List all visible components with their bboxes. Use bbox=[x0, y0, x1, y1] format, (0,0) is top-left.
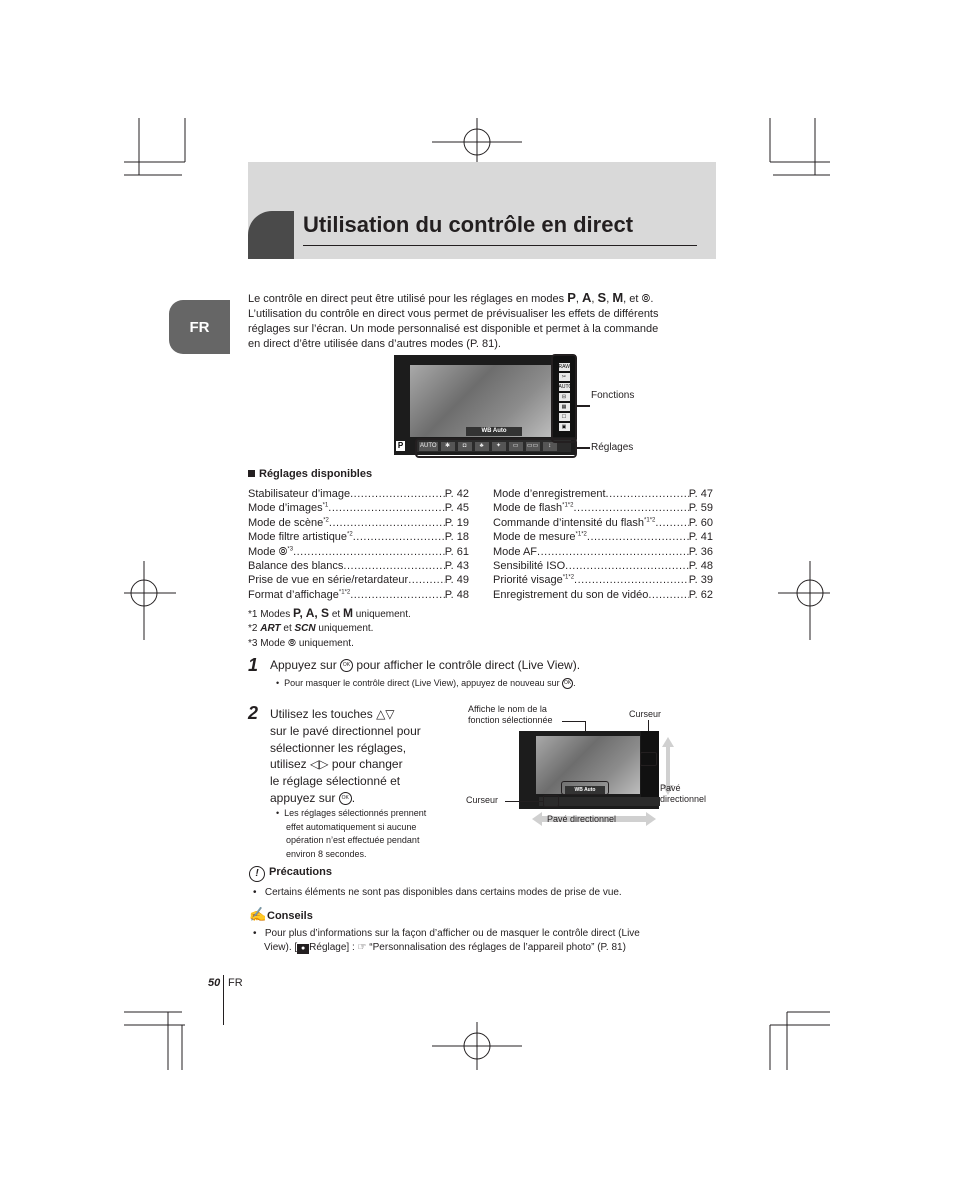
settings-row-label bbox=[493, 530, 587, 544]
settings-row-page: P. 45 bbox=[444, 502, 469, 515]
fn2-scn: SCN bbox=[294, 623, 316, 634]
ok-button-icon: OK bbox=[339, 792, 352, 805]
settings-row-page: P. 60 bbox=[688, 516, 713, 529]
precautions-heading bbox=[249, 866, 332, 882]
settings-row-page: P. 42 bbox=[444, 488, 469, 500]
leader-dots bbox=[328, 501, 444, 515]
fn2-prefix: *2 bbox=[248, 623, 258, 634]
step2-b4: environ 8 secondes. bbox=[286, 848, 367, 859]
leader-dots bbox=[537, 545, 689, 559]
mode-a: A bbox=[582, 290, 592, 305]
up-down-arrows-icon: △▽ bbox=[376, 707, 395, 721]
setting-flash: ✱ bbox=[441, 442, 455, 451]
settings-row-page: P. 48 bbox=[688, 560, 713, 573]
leader-dots bbox=[573, 501, 688, 515]
settings-row bbox=[493, 545, 713, 559]
settings-row-label bbox=[248, 588, 350, 602]
step-2-number: 2 bbox=[248, 703, 259, 723]
intro-paragraph: Le contrôle en direct peut être utilisé pour les réglages en modes P, A, S, M, et ⦾. L’utilisation du contrôle en direct vous permet de prévisualiser les effets de différents réglages sur l’écran. Un mode personnalisé est disponible et permet à la commande en direct d’être utilisée dans d’autres modes (P. 81). bbox=[248, 290, 718, 352]
fig2-pad-bottom-label: Pavé directionnel bbox=[547, 814, 617, 824]
language-tab: FR bbox=[169, 300, 230, 354]
settings-label: Réglages bbox=[591, 442, 634, 453]
settings-row-label-text: Mode d’images bbox=[248, 502, 323, 515]
fn3-suffix: uniquement. bbox=[298, 638, 354, 649]
leader-dots bbox=[606, 487, 689, 501]
setting-wb: AUTO bbox=[420, 442, 437, 449]
settings-row-footnote: *1*2 bbox=[338, 589, 351, 596]
fig2-name-label bbox=[468, 704, 553, 726]
settings-row-footnote: *1*2 bbox=[575, 531, 587, 538]
raw-icon: RAW bbox=[558, 364, 570, 370]
camera-icon: ● bbox=[297, 944, 309, 954]
step2-l2: sur le pavé directionnel pour bbox=[270, 723, 421, 738]
settings-leader bbox=[576, 447, 590, 449]
step2-l6: appuyez sur bbox=[270, 790, 336, 805]
settings-row-footnote: *1 bbox=[322, 502, 329, 509]
left-right-arrows-icon: ◁▷ bbox=[310, 757, 329, 772]
fn3-prefix: *3 Mode bbox=[248, 638, 286, 649]
frame-icon: ⊟ bbox=[559, 393, 570, 401]
fn2-art: ART bbox=[260, 623, 281, 634]
step1-bullet-a: Pour masquer le contrôle direct (Live View), appuyez de nouveau sur bbox=[284, 678, 560, 688]
settings-row-label-text: Mode de scène bbox=[248, 516, 324, 529]
settings-row-page: P. 59 bbox=[688, 502, 713, 515]
mode-m: M bbox=[612, 290, 624, 305]
tips-heading-text: Conseils bbox=[267, 910, 313, 922]
wb-label-2: WB Auto bbox=[565, 786, 605, 794]
step2-l3: sélectionner les réglages, bbox=[270, 740, 407, 755]
leader-dots bbox=[329, 516, 445, 530]
leader-dots bbox=[565, 559, 689, 573]
footnotes bbox=[248, 607, 548, 650]
settings-row-label bbox=[248, 559, 343, 573]
settings-row bbox=[248, 516, 469, 530]
step2-b1: Les réglages sélectionnés prennent bbox=[284, 808, 427, 818]
precautions-text: Certains éléments ne sont pas disponibles dans certains modes de prise de vue. bbox=[264, 887, 622, 898]
settings-row-label bbox=[248, 545, 293, 559]
step1-text-b: pour afficher le contrôle direct (Live View). bbox=[356, 658, 581, 672]
settings-row-label-text: Mode AF bbox=[493, 545, 538, 558]
functions-label: Fonctions bbox=[591, 390, 635, 401]
settings-list-left bbox=[248, 487, 469, 602]
fn2-suffix: uniquement. bbox=[318, 623, 374, 634]
settings-row-label bbox=[248, 573, 408, 587]
intro-line-2: L’utilisation du contrôle en direct vous permet de prévisualiser les effets de différents bbox=[248, 308, 659, 320]
step-1-number: 1 bbox=[248, 655, 259, 675]
settings-row-page: P. 47 bbox=[688, 488, 713, 500]
available-heading bbox=[248, 468, 372, 480]
tips-line-2b: Réglage] : bbox=[309, 942, 355, 953]
fig2-pad-right-l1: Pavé bbox=[660, 783, 681, 793]
step-2-bullet: • Les réglages sélectionnés prennent effet automatiquement si aucune opération n’est effectuée pendant environ 8 secondes. bbox=[276, 807, 466, 861]
settings-row-label bbox=[248, 487, 350, 501]
lightbulb-icon: ✍ bbox=[249, 906, 267, 922]
setting-af: ♣ bbox=[475, 442, 489, 451]
settings-row-footnote: *2 bbox=[323, 517, 329, 524]
step2-b3: opération n’est effectuée pendant bbox=[286, 835, 420, 845]
settings-row-label-text: Balance des blancs bbox=[248, 560, 344, 573]
footer-lang: FR bbox=[228, 977, 243, 989]
step-2-text: Utilisez les touches △▽ sur le pavé directionnel pour sélectionner les réglages, utilisez ◁▷ pour changer le réglage sélectionné et appuyez sur OK . bbox=[270, 706, 470, 807]
live-control-screen-2 bbox=[519, 731, 659, 809]
fn1-suffix: uniquement. bbox=[355, 609, 411, 620]
settings-row-footnote: *3 bbox=[287, 545, 294, 552]
fn1-prefix: *1 Modes bbox=[248, 609, 291, 620]
leader-dots bbox=[350, 487, 445, 501]
intro-line-1-end: , et bbox=[623, 293, 639, 305]
tips-line-1: Pour plus d’informations sur la façon d’afficher ou de masquer le contrôle direct (Live bbox=[264, 928, 640, 939]
settings-row-label bbox=[493, 573, 574, 587]
settings-row-footnote: *1*2 bbox=[562, 502, 574, 509]
reference-hand-icon: ☞ bbox=[357, 942, 367, 953]
settings-row-label-text: Format d’affichage bbox=[248, 588, 339, 601]
ok-button-icon: OK bbox=[562, 678, 573, 689]
leader-dots bbox=[574, 573, 689, 587]
page-title: Utilisation du contrôle en direct bbox=[303, 212, 634, 237]
settings-row bbox=[493, 487, 713, 501]
fn2-and: et bbox=[283, 623, 292, 634]
leader-dots bbox=[343, 559, 444, 573]
fig2-cursor-left-leader bbox=[505, 801, 543, 802]
step2-l4a: utilisez bbox=[270, 757, 307, 772]
fig2-cursor-frame bbox=[543, 795, 559, 807]
functions-leader bbox=[576, 405, 590, 407]
available-heading-text: Réglages disponibles bbox=[259, 468, 373, 480]
picture-mode-icon: ☐ bbox=[559, 413, 570, 421]
settings-frame bbox=[415, 438, 577, 458]
ok-button-icon: OK bbox=[340, 659, 353, 672]
settings-row-label bbox=[493, 487, 606, 501]
fn1-modes: P, A, S bbox=[293, 606, 330, 620]
settings-row-footnote: *1*2 bbox=[644, 517, 656, 524]
settings-row-label bbox=[248, 530, 353, 544]
settings-row-label bbox=[493, 501, 573, 515]
settings-row-page: P. 49 bbox=[444, 574, 469, 587]
settings-row bbox=[248, 588, 469, 602]
fig2-name-l1: Affiche le nom de la bbox=[468, 704, 547, 714]
settings-row-footnote: *1*2 bbox=[562, 574, 575, 581]
settings-row-label-text: Mode de mesure bbox=[493, 531, 576, 544]
intro-line-1: Le contrôle en direct peut être utilisé pour les réglages en modes bbox=[248, 293, 565, 305]
settings-list-right bbox=[493, 487, 713, 602]
leader-dots bbox=[408, 573, 445, 587]
settings-row-page: P. 18 bbox=[444, 531, 469, 544]
movie-mode-icon: ⦾ bbox=[288, 638, 297, 649]
step-1-text bbox=[270, 658, 580, 672]
settings-row bbox=[248, 530, 469, 544]
precautions-bullet: • Certains éléments ne sont pas disponibles dans certains modes de prise de vue. bbox=[253, 887, 622, 898]
intro-line-4: en direct d’être utilisée dans d’autres modes (P. 81). bbox=[248, 338, 501, 350]
step2-l1: Utilisez les touches bbox=[270, 707, 373, 721]
settings-row-page: P. 36 bbox=[688, 545, 713, 558]
mode-badge: P bbox=[397, 441, 404, 450]
record-icon: ▣ bbox=[559, 423, 570, 431]
functions-frame bbox=[551, 354, 577, 443]
step1-bullet-b: . bbox=[573, 678, 576, 688]
settings-row bbox=[248, 573, 469, 587]
settings-row-label bbox=[248, 501, 328, 515]
settings-row-footnote: *2 bbox=[347, 531, 353, 538]
tips-heading bbox=[249, 907, 313, 922]
settings-row-page: P. 41 bbox=[688, 531, 713, 544]
step2-l5: le réglage sélectionné et bbox=[270, 774, 401, 789]
settings-row-label-text: Priorité visage bbox=[493, 574, 563, 587]
fn1-m: M bbox=[342, 606, 353, 620]
setting-metering: ◘ bbox=[458, 442, 472, 451]
setting-face: ✦ bbox=[492, 442, 506, 451]
movie-mode-icon: ⦾ bbox=[641, 293, 651, 305]
settings-row-label-text: Commande d’intensité du flash bbox=[493, 516, 645, 529]
settings-row-page: P. 39 bbox=[688, 574, 713, 587]
settings-row bbox=[493, 573, 713, 587]
step1-text-a: Appuyez sur bbox=[270, 658, 337, 672]
settings-row-label bbox=[493, 588, 648, 602]
fig2-pad-right-l2: directionnel bbox=[660, 794, 707, 804]
settings-row bbox=[248, 501, 469, 515]
step2-l4b: pour changer bbox=[331, 757, 403, 772]
mode-s: S bbox=[597, 290, 607, 305]
square-bullet-icon bbox=[248, 470, 255, 477]
settings-row bbox=[248, 559, 469, 573]
settings-row bbox=[248, 487, 469, 501]
settings-row-page: P. 19 bbox=[444, 516, 469, 529]
settings-row-label-text: Mode filtre artistique bbox=[248, 531, 348, 544]
tips-bullet: • Pour plus d’informations sur la façon d’afficher ou de masquer le contrôle direct (Live View). [ ● Réglage] : ☞ “Personnalisation des réglages de l’appareil photo” (P. 81) bbox=[253, 928, 640, 953]
settings-row-label-text: Mode d’enregistrement bbox=[493, 488, 606, 500]
settings-row-label-text: Sensibilité ISO bbox=[493, 560, 566, 573]
step2-b2: effet automatiquement si aucune bbox=[286, 821, 417, 832]
settings-row bbox=[493, 501, 713, 515]
settings-row-page: P. 61 bbox=[444, 545, 469, 558]
settings-row-label bbox=[248, 516, 329, 530]
fig2-cursor-top-label: Curseur bbox=[629, 709, 662, 719]
settings-row bbox=[248, 545, 469, 559]
fn1-and: et bbox=[331, 609, 341, 620]
fig2-cursor-left-label: Curseur bbox=[466, 795, 499, 805]
settings-row-label bbox=[493, 545, 537, 559]
header-tab bbox=[248, 211, 294, 259]
wb-label: WB Auto bbox=[466, 427, 522, 436]
fig2-pad-right-label bbox=[660, 783, 706, 805]
footer-divider bbox=[223, 975, 224, 1025]
settings-row-page: P. 43 bbox=[444, 560, 469, 573]
setting-iso: ↕ bbox=[543, 442, 557, 451]
settings-row bbox=[493, 559, 713, 573]
fig2-side-frame bbox=[640, 752, 657, 766]
leader-dots bbox=[655, 516, 688, 530]
settings-row-label-text: Stabilisateur d’image bbox=[248, 488, 351, 500]
settings-row-label-text: Enregistrement du son de vidéo bbox=[493, 588, 649, 601]
settings-row-page: P. 48 bbox=[444, 588, 469, 601]
mode-p: P bbox=[567, 290, 576, 305]
aspect-icon: ▦ bbox=[559, 403, 570, 411]
fig2-name-l2: fonction sélectionnée bbox=[468, 715, 553, 725]
scissors-icon: ✂ bbox=[559, 373, 570, 381]
setting-aspect: ▭ bbox=[509, 442, 523, 451]
movie-mode-icon: ⦾ bbox=[275, 545, 288, 558]
settings-row-label bbox=[493, 516, 655, 530]
leader-dots bbox=[350, 588, 444, 602]
leader-dots bbox=[648, 588, 688, 602]
leader-dots bbox=[293, 545, 445, 559]
page-number: 50 bbox=[208, 977, 221, 989]
intro-line-3: réglages sur l’écran. Un mode personnalisé est disponible et permet à la commande bbox=[248, 323, 659, 335]
settings-row-page: P. 62 bbox=[688, 588, 713, 601]
setting-quality: ▭▭ bbox=[526, 442, 539, 449]
fig2-name-leader-h bbox=[562, 721, 586, 722]
leader-dots bbox=[587, 530, 689, 544]
settings-row-label-text: Prise de vue en série/retardateur bbox=[248, 574, 409, 587]
settings-row-label-text: Mode de flash bbox=[493, 502, 563, 515]
step-1-bullet: • Pour masquer le contrôle direct (Live View), appuyez de nouveau sur OK . bbox=[276, 678, 576, 688]
tips-line-2a: View). [ bbox=[264, 942, 298, 953]
settings-row bbox=[493, 516, 713, 530]
settings-row bbox=[493, 588, 713, 602]
leader-dots bbox=[353, 530, 445, 544]
title-rule bbox=[303, 245, 697, 246]
settings-row-label bbox=[493, 559, 565, 573]
precautions-heading-text: Précautions bbox=[269, 866, 332, 878]
wb-auto-icon: AUTO bbox=[558, 384, 573, 390]
fig2-wb-frame bbox=[561, 781, 609, 795]
settings-row bbox=[493, 530, 713, 544]
warning-icon: ! bbox=[249, 866, 265, 882]
settings-row-label-text: Mode bbox=[248, 545, 276, 558]
tips-line-2c: “Personnalisation des réglages de l’appareil photo” (P. 81) bbox=[369, 942, 626, 953]
